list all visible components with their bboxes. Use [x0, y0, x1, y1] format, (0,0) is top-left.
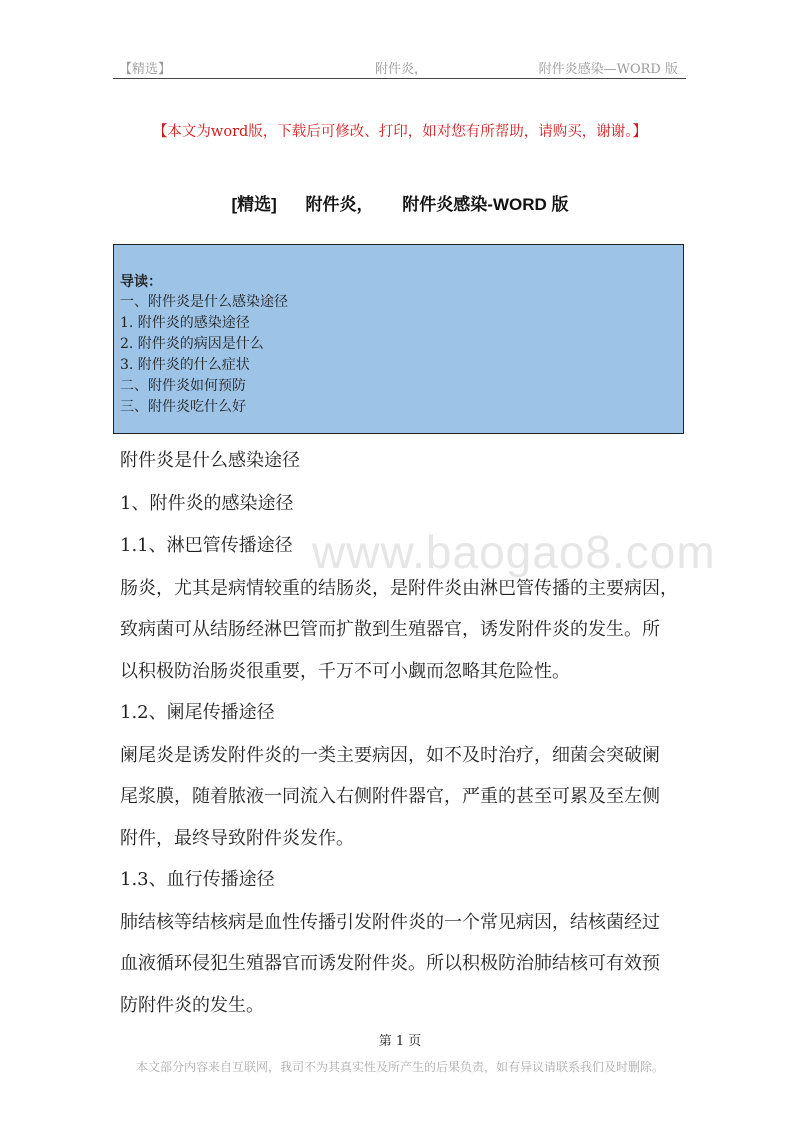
paragraph-line: 附件，最终导致附件炎发作。: [120, 827, 354, 849]
section-heading: 附件炎是什么感染途径: [120, 450, 300, 471]
purchase-notice: 【本文为word版，下载后可修改、打印，如对您有所帮助，请购买，谢谢。】: [152, 124, 648, 140]
guide-label: 导读：: [120, 273, 162, 289]
title-part-2: 附件炎，: [305, 195, 374, 214]
title-part-1: [精选]: [231, 195, 277, 214]
subsection-title: 1.3、血行传播途径: [120, 869, 275, 890]
paragraph-line: 尾浆膜，随着脓液一同流入右侧附件器官，严重的甚至可累及至左侧: [120, 786, 660, 807]
document-title: [0, 190, 800, 215]
paragraph-line: 阑尾炎是诱发附件炎的一类主要病因，如不及时治疗，细菌会突破阑: [120, 744, 660, 766]
header-center-text: 附件炎，: [375, 62, 428, 77]
subsection-title: 1.1、淋巴管传播途径: [120, 535, 293, 556]
header-left-text: 【精选】: [119, 62, 172, 77]
paragraph-line: 防附件炎的发生。: [120, 994, 264, 1016]
subsection-title: 1.2、阑尾传播途径: [120, 702, 275, 723]
page-header: [113, 56, 686, 79]
paragraph-line: 肺结核等结核病是血性传播引发附件炎的一个常见病因，结核菌经过: [120, 911, 660, 933]
header-right-text: 附件炎感染—WORD 版: [538, 62, 678, 77]
watermark: www.baogao8.com: [312, 526, 716, 578]
paragraph-line: 血液循环侵犯生殖器官而诱发附件炎。所以积极防治肺结核可有效预: [120, 953, 660, 974]
guide-item: 三、附件炎吃什么好: [120, 399, 246, 415]
footer-disclaimer: 本文部分内容来自互联网，我司不为其真实性及所产生的后果负责，如有异议请联系我们及时删除。: [135, 1060, 664, 1074]
guide-item: 1. 附件炎的感染途径: [120, 315, 250, 331]
guide-item: 3. 附件炎的什么症状: [120, 357, 250, 373]
paragraph-line: 致病菌可从结肠经淋巴管而扩散到生殖器官，诱发附件炎的发生。所: [120, 619, 660, 640]
guide-box: [113, 244, 684, 434]
guide-item: 二、附件炎如何预防: [120, 378, 246, 394]
page-number: 第 1 页: [378, 1034, 422, 1049]
title-part-3: 附件炎感染-WORD 版: [402, 195, 569, 214]
document-body: [120, 440, 690, 1026]
guide-item: 一、附件炎是什么感染途径: [120, 294, 288, 310]
guide-item: 2. 附件炎的病因是什么: [120, 336, 264, 352]
section-heading: 1、附件炎的感染途径: [120, 492, 294, 514]
paragraph-line: 以积极防治肠炎很重要，千万不可小觑而忽略其危险性。: [120, 660, 570, 682]
paragraph-line: 肠炎，尤其是病情较重的结肠炎，是附件炎由淋巴管传播的主要病因，: [120, 577, 678, 599]
